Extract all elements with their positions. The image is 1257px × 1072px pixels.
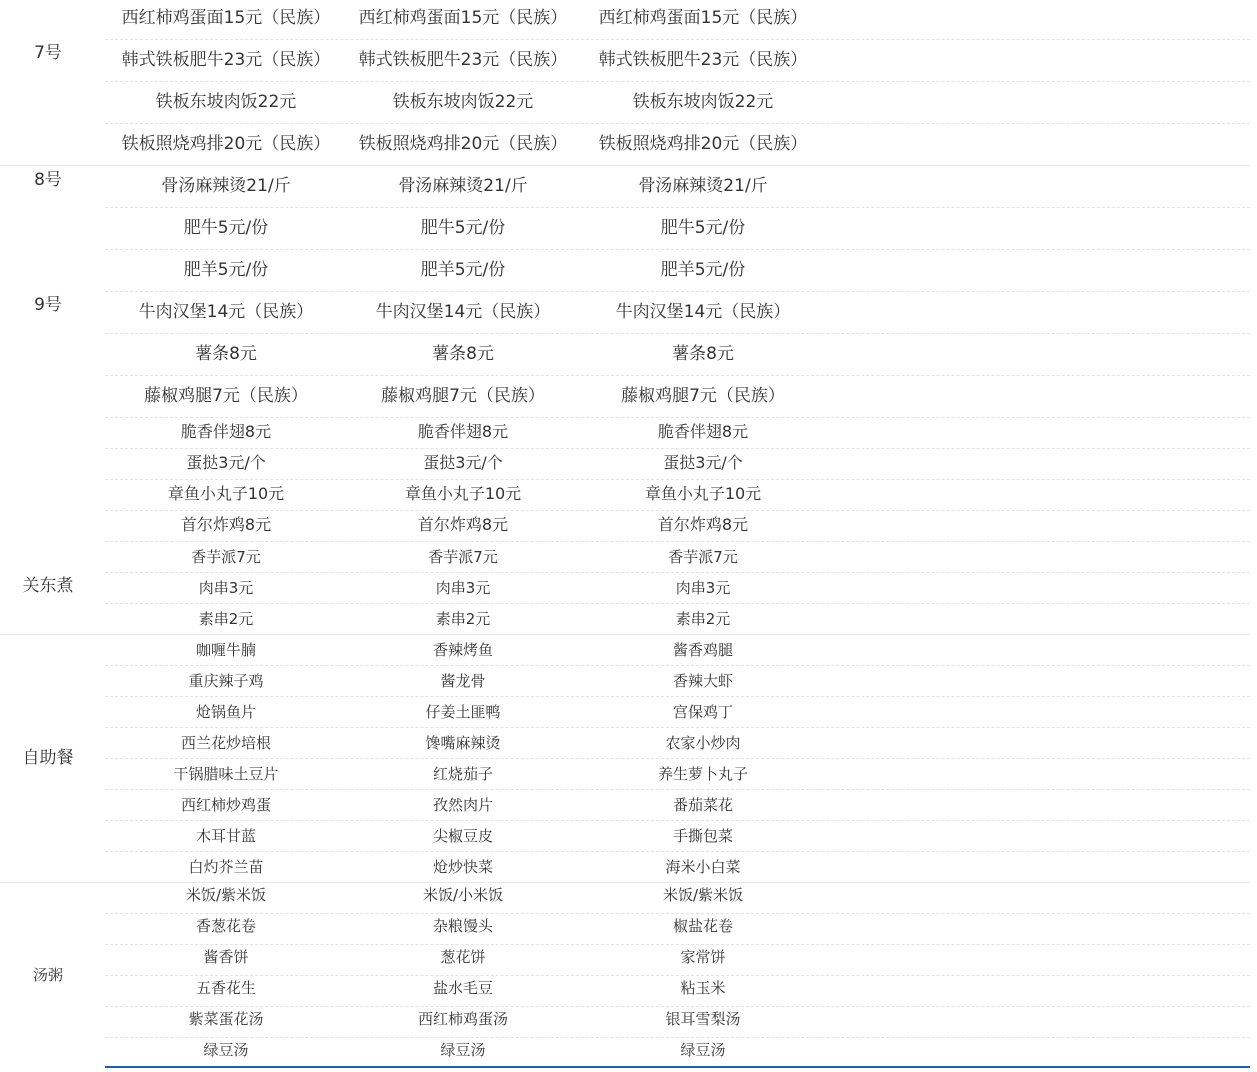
menu-cell: 薯条8元 [432,344,494,364]
menu-cell: 铁板照烧鸡排20元（民族） [121,134,331,154]
row-divider [105,333,1250,334]
menu-cell: 章鱼小丸子10元 [167,484,285,503]
category-label: 7号 [34,43,62,63]
menu-cell: 家常饼 [680,948,726,966]
row-divider [105,448,1250,449]
row-divider [105,603,1250,604]
menu-cell: 肥牛5元/份 [660,218,746,238]
menu-cell: 西兰花炒培根 [180,734,271,752]
menu-cell: 脆香伴翅8元 [417,422,509,441]
menu-cell: 肥羊5元/份 [660,260,746,280]
menu-cell: 香芋派7元 [428,548,498,566]
menu-cell: 首尔炸鸡8元 [417,515,509,534]
menu-cell: 炝锅鱼片 [195,703,256,721]
menu-cell: 首尔炸鸡8元 [180,515,272,534]
menu-cell: 五香花生 [195,979,256,997]
menu-cell: 仔姜土匪鸭 [425,703,501,721]
menu-cell: 藤椒鸡腿7元（民族） [621,386,785,406]
menu-cell: 蛋挞3元/个 [423,453,503,472]
menu-cell: 养生萝卜丸子 [657,765,748,783]
menu-cell: 炝炒快菜 [432,858,493,876]
menu-cell: 咖喱牛腩 [195,641,256,659]
menu-cell: 肉串3元 [198,579,254,597]
menu-cell: 素串2元 [675,610,731,628]
row-divider [105,39,1250,40]
menu-cell: 馋嘴麻辣烫 [425,734,501,752]
menu-cell: 薯条8元 [195,344,257,364]
menu-cell: 宫保鸡丁 [672,703,733,721]
row-divider [105,479,1250,480]
menu-cell: 章鱼小丸子10元 [404,484,522,503]
row-divider [105,758,1250,759]
menu-cell: 铁板东坡肉饭22元 [632,92,774,112]
menu-cell: 骨汤麻辣烫21/斤 [398,176,528,196]
row-divider [105,789,1250,790]
menu-cell: 素串2元 [435,610,491,628]
menu-cell: 铁板东坡肉饭22元 [392,92,534,112]
menu-cell: 绿豆汤 [680,1041,726,1059]
menu-cell: 西红柿鸡蛋面15元（民族） [121,8,331,28]
menu-cell: 酱香鸡腿 [672,641,733,659]
menu-cell: 铁板照烧鸡排20元（民族） [598,134,808,154]
menu-cell: 首尔炸鸡8元 [657,515,749,534]
category-label: 8号 [34,170,62,190]
menu-cell: 肥牛5元/份 [183,218,269,238]
row-divider [105,375,1250,376]
row-divider [105,665,1250,666]
menu-cell: 盐水毛豆 [432,979,493,997]
menu-cell: 白灼芥兰苗 [188,858,264,876]
menu-cell: 牛肉汉堡14元（民族） [375,302,551,322]
menu-cell: 西红柿炒鸡蛋 [180,796,271,814]
row-divider [105,291,1250,292]
menu-cell: 粘玉米 [680,979,726,997]
menu-cell: 藤椒鸡腿7元（民族） [144,386,308,406]
section-divider [0,634,1250,635]
category-label: 关东煮 [22,576,74,596]
menu-cell: 蛋挞3元/个 [663,453,743,472]
menu-cell: 章鱼小丸子10元 [644,484,762,503]
menu-cell: 干锅腊味土豆片 [173,765,279,783]
menu-cell: 铁板照烧鸡排20元（民族） [358,134,568,154]
menu-cell: 肥羊5元/份 [183,260,269,280]
menu-cell: 绿豆汤 [203,1041,249,1059]
row-divider [105,541,1250,542]
row-divider [105,249,1250,250]
menu-cell: 海米小白菜 [665,858,741,876]
category-label: 9号 [34,295,62,315]
menu-cell: 尖椒豆皮 [432,827,493,845]
row-divider [105,207,1250,208]
menu-cell: 骨汤麻辣烫21/斤 [161,176,291,196]
menu-cell: 银耳雪梨汤 [665,1010,741,1028]
row-divider [105,851,1250,852]
menu-cell: 肥羊5元/份 [420,260,506,280]
row-divider [105,727,1250,728]
menu-cell: 葱花饼 [440,948,486,966]
menu-cell: 米饭/小米饭 [422,886,504,904]
menu-cell: 重庆辣子鸡 [188,672,264,690]
menu-cell: 香葱花卷 [195,917,256,935]
menu-cell: 米饭/紫米饭 [662,886,744,904]
menu-cell: 西红柿鸡蛋面15元（民族） [358,8,568,28]
menu-cell: 农家小炒肉 [665,734,741,752]
menu-cell: 西红柿鸡蛋面15元（民族） [598,8,808,28]
menu-cell: 酱香饼 [203,948,249,966]
menu-cell: 牛肉汉堡14元（民族） [138,302,314,322]
menu-cell: 绿豆汤 [440,1041,486,1059]
menu-cell: 西红柿鸡蛋汤 [417,1010,508,1028]
menu-cell: 肉串3元 [675,579,731,597]
menu-cell: 米饭/紫米饭 [185,886,267,904]
menu-cell: 番茄菜花 [672,796,733,814]
row-divider [105,820,1250,821]
row-divider [105,81,1250,82]
menu-cell: 紫菜蛋花汤 [188,1010,264,1028]
menu-cell: 红烧茄子 [432,765,493,783]
menu-cell: 脆香伴翅8元 [180,422,272,441]
menu-cell: 手撕包菜 [672,827,733,845]
menu-cell: 韩式铁板肥牛23元（民族） [598,50,808,70]
menu-cell: 骨汤麻辣烫21/斤 [638,176,768,196]
menu-cell: 木耳甘蓝 [195,827,256,845]
menu-cell: 素串2元 [198,610,254,628]
menu-cell: 薯条8元 [672,344,734,364]
menu-cell: 蛋挞3元/个 [186,453,266,472]
menu-cell: 香芋派7元 [668,548,738,566]
section-divider [0,165,1250,166]
menu-cell: 肉串3元 [435,579,491,597]
menu-cell: 香辣大虾 [672,672,733,690]
row-divider [105,417,1250,418]
row-divider [105,510,1250,511]
menu-cell: 韩式铁板肥牛23元（民族） [358,50,568,70]
menu-cell: 牛肉汉堡14元（民族） [615,302,791,322]
row-divider [105,572,1250,573]
category-label: 汤粥 [32,966,63,984]
row-divider [105,123,1250,124]
menu-cell: 韩式铁板肥牛23元（民族） [121,50,331,70]
menu-cell: 脆香伴翅8元 [657,422,749,441]
category-label: 自助餐 [22,748,74,768]
menu-cell: 肥牛5元/份 [420,218,506,238]
menu-cell: 杂粮馒头 [432,917,493,935]
menu-cell: 铁板东坡肉饭22元 [155,92,297,112]
menu-cell: 香辣烤鱼 [432,641,493,659]
menu-cell: 酱龙骨 [440,672,486,690]
menu-cell: 孜然肉片 [432,796,493,814]
table-bottom-rule [105,1066,1250,1068]
menu-cell: 藤椒鸡腿7元（民族） [381,386,545,406]
menu-cell: 香芋派7元 [191,548,261,566]
menu-cell: 椒盐花卷 [672,917,733,935]
row-divider [105,696,1250,697]
